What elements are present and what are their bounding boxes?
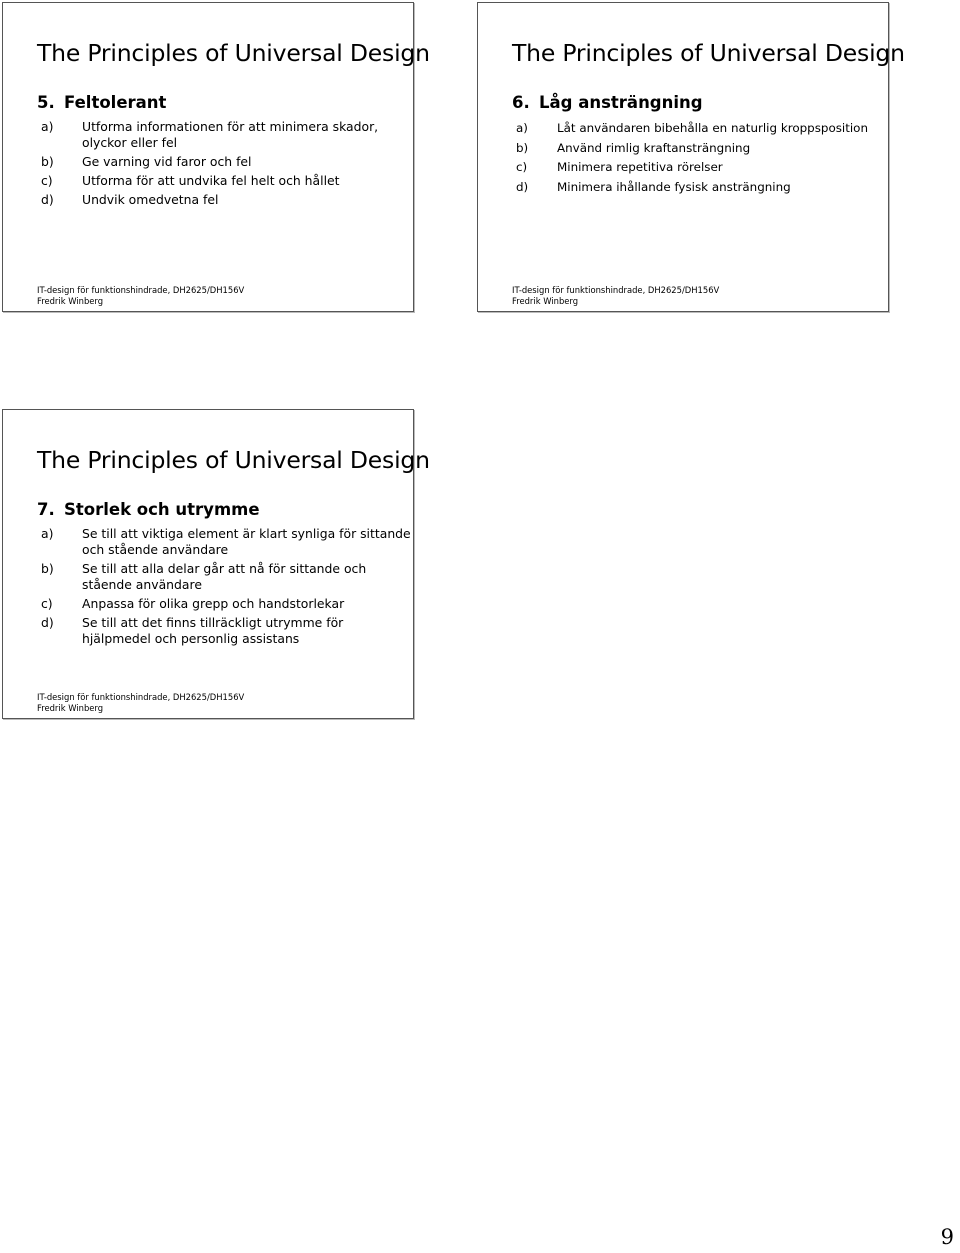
slide-title: The Principles of Universal Design xyxy=(512,39,905,67)
slide-heading xyxy=(512,93,703,112)
item-text: Minimera ihållande fysisk ansträngning xyxy=(557,179,791,194)
item-letter: c) xyxy=(516,160,528,175)
footer-course: IT-design för funktionshindrade, DH2625/DH156V xyxy=(37,285,245,295)
list-item xyxy=(512,159,887,175)
item-text: Anpassa för olika grepp och handstorlekar xyxy=(82,596,345,611)
slide-footer xyxy=(512,285,719,306)
item-letter: d) xyxy=(41,615,54,630)
slide-title: The Principles of Universal Design xyxy=(37,446,430,474)
principle-guidelines xyxy=(37,526,412,650)
principle-guidelines xyxy=(37,119,397,211)
list-item xyxy=(512,179,887,195)
item-letter: a) xyxy=(41,119,54,134)
footer-author: Fredrik Winberg xyxy=(512,295,579,306)
item-letter: b) xyxy=(41,561,54,576)
item-letter: d) xyxy=(41,192,54,207)
item-letter: d) xyxy=(516,179,529,194)
slide-5 xyxy=(2,2,430,312)
item-text: Utforma för att undvika fel helt och hållet xyxy=(82,173,340,188)
slide-6 xyxy=(477,2,905,312)
item-text: Undvik omedvetna fel xyxy=(82,192,219,207)
principle-guidelines xyxy=(512,120,887,198)
list-item xyxy=(37,119,397,151)
footer-course: IT-design för funktionshindrade, DH2625/DH156V xyxy=(512,285,720,295)
item-text: Se till att viktiga element är klart synliga för sittande och stående användare xyxy=(82,526,411,557)
slide-7 xyxy=(2,409,430,719)
list-item xyxy=(37,173,397,189)
item-letter: a) xyxy=(516,121,528,135)
list-item xyxy=(37,561,412,593)
item-text: Minimera repetitiva rörelser xyxy=(557,160,723,175)
footer-course: IT-design för funktionshindrade, DH2625/DH156V xyxy=(37,692,245,702)
principle-name: Storlek och utrymme xyxy=(64,500,260,519)
item-text: Se till att alla delar går att nå för sittande och stående användare xyxy=(82,561,367,592)
item-text: Se till att det finns tillräckligt utrymme för hjälpmedel och personlig assistans xyxy=(82,615,344,646)
slide-heading xyxy=(37,500,260,519)
footer-author: Fredrik Winberg xyxy=(37,295,104,306)
page-number: 9 xyxy=(940,1225,954,1249)
list-item xyxy=(37,526,412,558)
list-item xyxy=(37,615,412,647)
principle-name: Feltolerant xyxy=(64,93,167,112)
principle-name: Låg ansträngning xyxy=(539,93,703,112)
principle-number: 6. xyxy=(512,93,530,112)
slide-title: The Principles of Universal Design xyxy=(37,39,430,67)
item-text: Använd rimlig kraftansträngning xyxy=(557,140,751,155)
item-letter: a) xyxy=(41,526,54,541)
item-text: Låt användaren bibehålla en naturlig kroppsposition xyxy=(557,121,868,135)
item-letter: c) xyxy=(41,173,53,188)
list-item xyxy=(37,596,412,612)
principle-number: 5. xyxy=(37,93,55,112)
slide-footer xyxy=(37,692,244,713)
footer-author: Fredrik Winberg xyxy=(37,702,104,713)
principle-number: 7. xyxy=(37,500,55,519)
item-letter: c) xyxy=(41,596,53,611)
slide-footer xyxy=(37,285,244,306)
slide-heading xyxy=(37,93,166,112)
list-item xyxy=(512,140,887,156)
item-letter: b) xyxy=(516,140,529,155)
list-item xyxy=(37,192,397,208)
item-text: Utforma informationen för att minimera skador, olyckor eller fel xyxy=(82,119,379,150)
list-item xyxy=(512,120,887,136)
list-item xyxy=(37,154,397,170)
item-letter: b) xyxy=(41,154,54,169)
item-text: Ge varning vid faror och fel xyxy=(82,154,252,169)
